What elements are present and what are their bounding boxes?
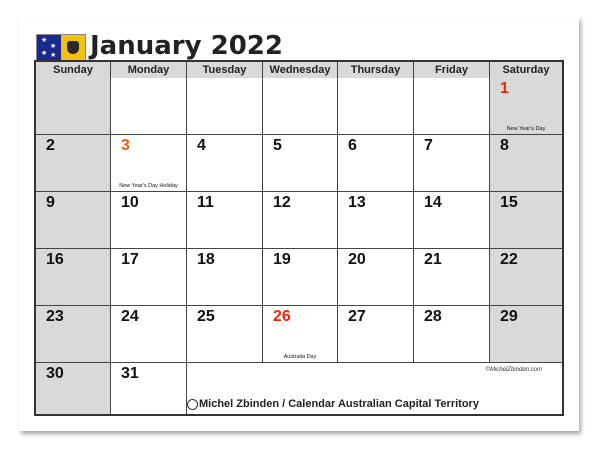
holiday-label: New Year's Day bbox=[506, 126, 546, 132]
weekday-monday: Monday bbox=[111, 62, 187, 78]
day-number: 8 bbox=[500, 137, 509, 154]
day-cell-19[interactable] bbox=[263, 249, 338, 306]
day-number: 22 bbox=[500, 251, 518, 268]
day-number: 1 bbox=[500, 80, 509, 97]
act-flag-icon: ★ ★ ★ ★ bbox=[36, 34, 86, 61]
day-cell-27[interactable] bbox=[338, 306, 414, 363]
day-number: 21 bbox=[424, 251, 442, 268]
day-cell-29[interactable] bbox=[490, 306, 562, 363]
day-cell-15[interactable] bbox=[490, 192, 562, 249]
day-number: 10 bbox=[121, 194, 139, 211]
day-cell-21[interactable] bbox=[414, 249, 490, 306]
day-number: 2 bbox=[46, 137, 55, 154]
day-number: 25 bbox=[197, 308, 215, 325]
day-cell-26[interactable] bbox=[263, 306, 338, 363]
copyright-text: ©MichelZbinden.com bbox=[485, 367, 542, 373]
credit-text: Michel Zbinden / Calendar Australian Capital Territory bbox=[199, 398, 479, 410]
day-number: 6 bbox=[348, 137, 357, 154]
day-number: 24 bbox=[121, 308, 139, 325]
day-number: 13 bbox=[348, 194, 366, 211]
author-face-icon bbox=[187, 399, 198, 410]
day-cell-14[interactable] bbox=[414, 192, 490, 249]
day-cell-8[interactable] bbox=[490, 135, 562, 192]
day-cell-empty bbox=[414, 78, 490, 135]
day-number: 31 bbox=[121, 365, 139, 382]
day-cell-7[interactable] bbox=[414, 135, 490, 192]
day-number: 29 bbox=[500, 308, 518, 325]
day-cell-2[interactable] bbox=[36, 135, 111, 192]
day-number: 23 bbox=[46, 308, 64, 325]
day-number: 15 bbox=[500, 194, 518, 211]
day-cell-empty bbox=[36, 78, 111, 135]
weekday-tuesday: Tuesday bbox=[187, 62, 263, 78]
day-number: 27 bbox=[348, 308, 366, 325]
day-number: 28 bbox=[424, 308, 442, 325]
day-cell-11[interactable] bbox=[187, 192, 263, 249]
day-number: 7 bbox=[424, 137, 433, 154]
day-cell-13[interactable] bbox=[338, 192, 414, 249]
holiday-label: Australia Day bbox=[283, 354, 317, 360]
day-cell-3[interactable] bbox=[111, 135, 187, 192]
weekday-wednesday: Wednesday bbox=[263, 62, 338, 78]
day-cell-17[interactable] bbox=[111, 249, 187, 306]
day-cell-5[interactable] bbox=[263, 135, 338, 192]
day-cell-empty bbox=[187, 78, 263, 135]
day-number: 30 bbox=[46, 365, 64, 382]
weekday-sunday: Sunday bbox=[36, 62, 111, 78]
day-number: 17 bbox=[121, 251, 139, 268]
day-cell-9[interactable] bbox=[36, 192, 111, 249]
day-cell-12[interactable] bbox=[263, 192, 338, 249]
day-number: 11 bbox=[197, 194, 214, 211]
day-cell-20[interactable] bbox=[338, 249, 414, 306]
footer-area bbox=[187, 363, 562, 414]
day-cell-empty bbox=[111, 78, 187, 135]
calendar-grid bbox=[34, 60, 564, 416]
day-number: 4 bbox=[197, 137, 206, 154]
day-cell-18[interactable] bbox=[187, 249, 263, 306]
day-number: 5 bbox=[273, 137, 282, 154]
day-cell-6[interactable] bbox=[338, 135, 414, 192]
holiday-label: New Year's Day Holiday bbox=[119, 183, 178, 189]
day-number: 12 bbox=[273, 194, 291, 211]
day-cell-4[interactable] bbox=[187, 135, 263, 192]
weekday-friday: Friday bbox=[414, 62, 490, 78]
page-title: January 2022 bbox=[90, 31, 283, 61]
day-cell-23[interactable] bbox=[36, 306, 111, 363]
day-cell-24[interactable] bbox=[111, 306, 187, 363]
day-cell-31[interactable] bbox=[111, 363, 187, 414]
day-number: 26 bbox=[273, 308, 291, 325]
credit-line bbox=[187, 398, 479, 410]
weekday-thursday: Thursday bbox=[338, 62, 414, 78]
day-cell-16[interactable] bbox=[36, 249, 111, 306]
day-number: 9 bbox=[46, 194, 55, 211]
day-cell-25[interactable] bbox=[187, 306, 263, 363]
day-number: 14 bbox=[424, 194, 442, 211]
weekday-saturday: Saturday bbox=[490, 62, 562, 78]
day-cell-30[interactable] bbox=[36, 363, 111, 414]
day-cell-28[interactable] bbox=[414, 306, 490, 363]
day-cell-22[interactable] bbox=[490, 249, 562, 306]
day-number: 16 bbox=[46, 251, 64, 268]
day-number: 3 bbox=[121, 137, 130, 154]
day-cell-10[interactable] bbox=[111, 192, 187, 249]
day-number: 20 bbox=[348, 251, 366, 268]
day-cell-empty bbox=[263, 78, 338, 135]
day-number: 18 bbox=[197, 251, 215, 268]
day-number: 19 bbox=[273, 251, 291, 268]
day-cell-1[interactable] bbox=[490, 78, 562, 135]
day-cell-empty bbox=[338, 78, 414, 135]
calendar-sheet bbox=[19, 17, 579, 431]
